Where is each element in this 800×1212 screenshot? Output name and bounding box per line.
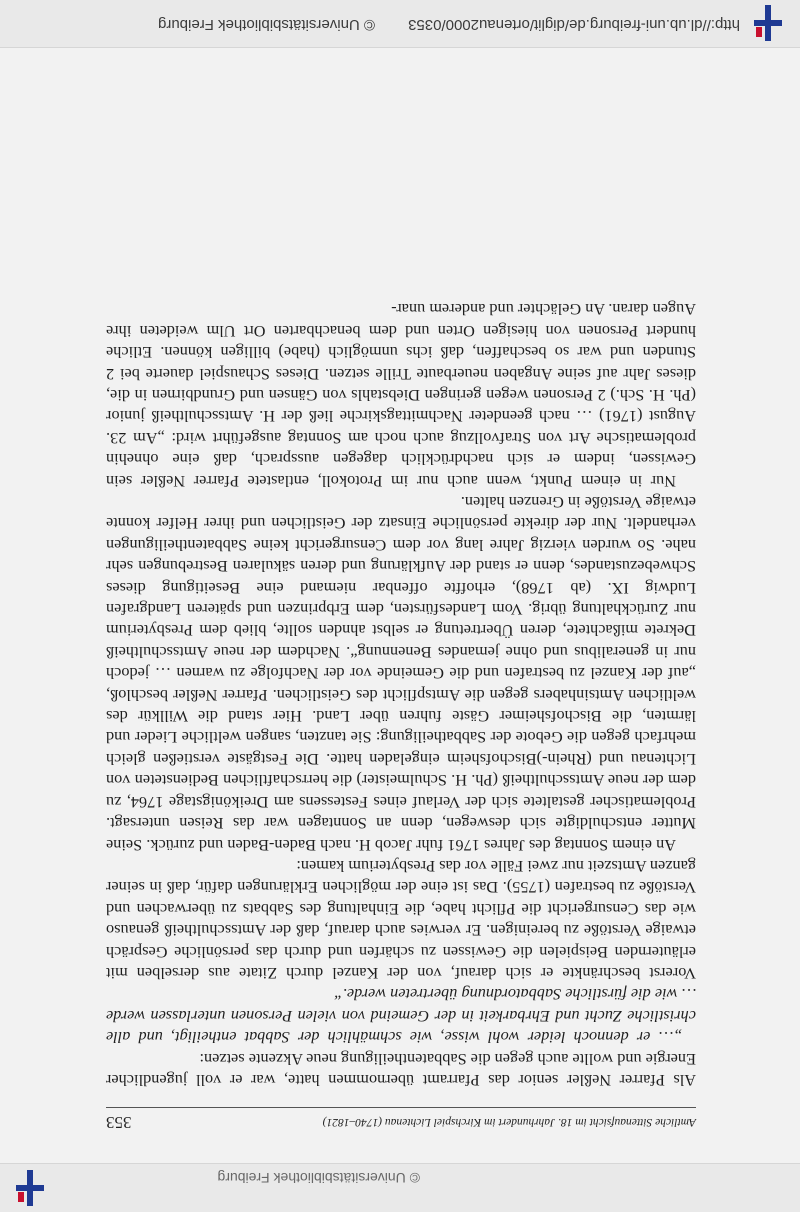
source-url-link[interactable]: http://dl.ub.uni-freiburg.de/diglit/ortenau2000/0353 [408,16,740,33]
paragraph-quote: „… er dennoch leider wohl wisse, wie schmählich der Sabbat entheiligt, und alle christliche Zucht und Ehrbarkeit in der Gemeind von vielen Personen unterlassen werde … wie die fürstliche Sabbatordnung übertreten werde.“ [106,985,696,1048]
paragraph-cases: An einem Sonntag des Jahres 1761 fuhr Jacob H. nach Baden-Baden und zurück. Seine Mutter entschuldigte sich deswegen, denn an Sonntagen war das Reisen untersagt. Problematischer gestaltete sich der Verlauf eines Festessens am Dreikönigstage 1764, zu dem der neue Amtsschultheiß (Ph. H. Schulmeister) die herrschaftlichen Bediensteten von Lichtenau und (Rhein-)Bischofsheim eingeladen hatte. Die Festgäste verstießen gleich mehrfach gegen die Gebote der Sabbatheiligung: Sie tanzten, sangen weltliche Lieder und lärmten, die Bischofsheimer Gäste fuhren über Land. Hier stand die Willkür des weltlichen Amtsinhabers gegen die Amtspflicht des Geistlichen. Pfarrer Neßler beschloß, „auf der Kanzel zu bestrafen und die Gemeinde vor der Nachfolge zu warnen … jedoch nur in generalibus und ohne jemandes Benennung“. Nachdem der neue Amtsschultheiß Dekrete mißachtete, deren Übertretung er selbst ahnden sollte, blieb dem Presbyterium nur Zurückhaltung übrig. Vom Landesfürsten, dem Erbprinzen und späteren Landgrafen Ludwig IX. (ab 1768), erhoffte offenbar niemand eine Beseitigung dieses Schwebezustandes, denn er stand der Aufklärung und deren säkularen Bestrebungen sehr nahe. So wurden vierzig Jahre lang vor dem Censurgericht keine Sabbatentheiligungen verhandelt. Nur der direkte persönliche Einsatz der Geistlichen und ihrer Helfer konnte etwaige Verstöße in Grenzen halten. [106,493,696,855]
paragraph-punishment: Nur in einem Punkt, wenn auch nur im Protokoll, entlastete Pfarrer Neßler sein Gewissen, indem er sich nachdrücklich dagegen aussprach, daß eine ohnehin problematische Art von Strafvollzug auch noch am Sonntag ausgeführt wird: „Am 23. August (1761) … nach geendeter Nachmittagskirche ließ der H. Amtsschultheiß junior (Ph. H. Sch.) 2 Personen wegen geringen Diebstahls von Gänsen und Grundbirnen in die, dieses Jahr auf seine Angaben neuerbaute Trille setzen. Dieses Schauspiel dauerte bei 2 Stunden und war so beschaffen, daß ichs unmöglich (habe) billigen können. Etliche hundert Personen von hiesigen Orten und dem benachbarten Ort Ulm weideten ihre Augen daran. An Gelächter und anderem unar- [106,300,696,491]
running-head [106,1107,696,1132]
viewer-top-bar [0,1163,800,1212]
cut-off-copyright-text: © Universitätsbibliothek Freiburg [217,1170,420,1186]
book-page [106,299,696,1132]
university-logo-icon [750,5,786,41]
paragraph-explanation: Vorerst beschränkte er sich darauf, von der Kanzel durch Zitate aus derselben mit erläuternden Beispielen die Gewissen zu schärfen und durch das persönliche Gespräch etwaige Verstöße zu bereinigen. Er verwies auch darauf, daß der Amtsschultheiß genauso wie das Censurgericht die Pflicht habe, die Einhaltung des Sabbats zu überwachen und Verstöße zu bestrafen (1755). Das ist eine der möglichen Erklärungen dafür, daß in seiner ganzen Amtszeit nur zwei Fälle vor das Presbyterium kamen: [106,856,696,983]
university-logo-icon [12,1170,48,1206]
paragraph-intro: Als Pfarrer Neßler senior das Pfarramt übernommen hatte, war er voll jugendlicher Energie und wollte auch gegen die Sabbatentheiligung neue Akzente setzen: [106,1049,696,1090]
page-number: 353 [106,1113,132,1132]
page-body-text [106,299,696,1091]
copyright-notice: © Universitätsbibliothek Freiburg [158,16,375,33]
viewer-bottom-bar [0,0,800,48]
running-head-title: Amtliche Sittenaufsicht im 18. Jahrhundert im Kirchspiel Lichtenau (1740–1821) [322,1116,696,1128]
